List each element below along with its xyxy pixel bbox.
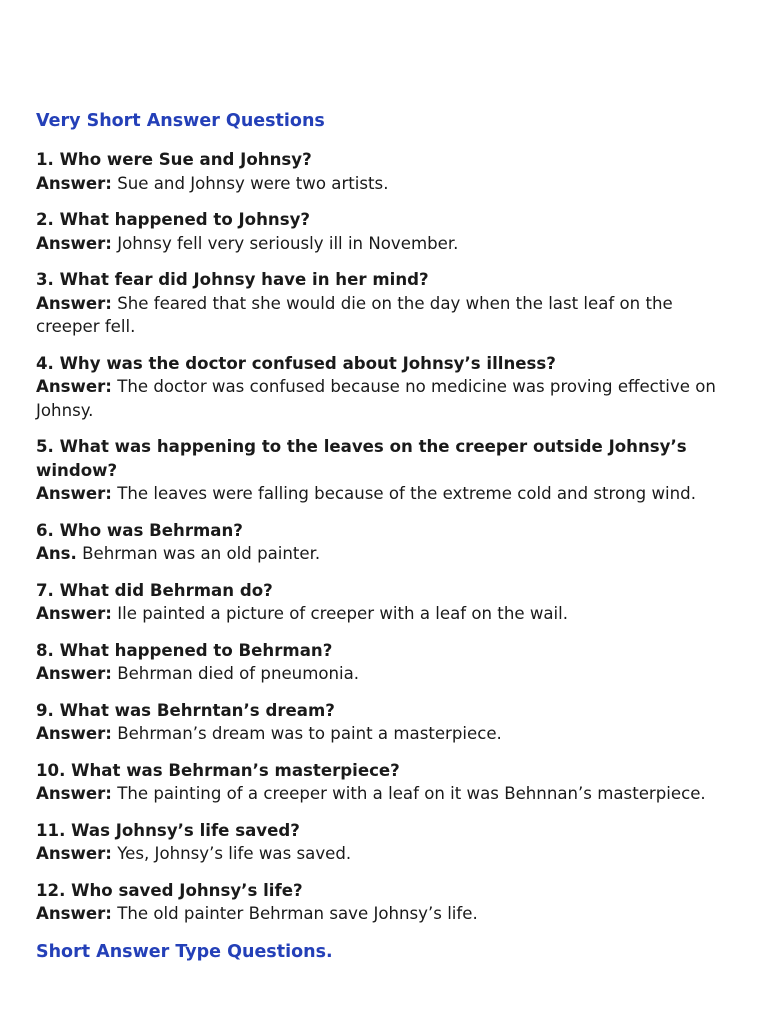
answer-block [36,722,736,746]
answer-label: Answer: [36,844,112,863]
answer-label: Answer: [36,293,112,313]
document-page [36,108,736,979]
answer-text: Yes, Johnsy’s life was saved. [117,844,352,863]
question-text: 5. What was happening to the leaves on the creeper outside Johnsy’s window? [36,437,687,480]
question-text: 7. What did Behrman do? [36,580,273,600]
answer-text: Ile painted a picture of creeper with a leaf on the wail. [117,604,569,623]
answer-label: Answer: [36,784,112,803]
qa-item [36,268,736,339]
answer-text: Behrman died of pneumonia. [117,664,360,683]
qa-item [36,699,736,746]
question-text: 12. Who saved Johnsy’s life? [36,880,303,900]
short-answer-heading: Short Answer Type Questions. [36,941,333,962]
qa-item [36,208,736,255]
answer-block [36,602,736,626]
answer-text: The doctor was confused because no medicine was proving effective on Johnsy. [36,377,716,420]
answer-text: The old painter Behrman save Johnsy’s life. [117,904,478,923]
answer-label: Answer: [36,173,112,193]
question-text: 6. Who was Behrman? [36,520,243,540]
answer-text: She feared that she would die on the day when the last leaf on the creeper fell. [36,293,673,336]
question-text: 10. What was Behrman’s masterpiece? [36,760,400,780]
answer-text: Johnsy fell very seriously ill in November. [117,233,459,253]
question-text: 11. Was Johnsy’s life saved? [36,820,300,840]
answer-label: Answer: [36,664,112,683]
question-text: 9. What was Behrntan’s dream? [36,700,335,720]
answer-label: Answer: [36,724,112,743]
qa-item [36,819,736,866]
answer-text: Behrman’s dream was to paint a masterpiece. [117,724,502,743]
qa-item [36,519,736,566]
answer-block [36,662,736,686]
answer-label: Ans. [36,544,77,563]
question-text: 3. What fear did Johnsy have in her mind? [36,270,429,289]
answer-label: Answer: [36,233,112,253]
qa-item [36,148,736,195]
qa-item [36,879,736,926]
question-text: 2. What happened to Johnsy? [36,210,311,229]
answer-block [36,902,736,926]
answer-block [36,842,736,866]
qa-item [36,639,736,686]
answer-block [36,482,736,506]
question-text: 1. Who were Sue and Johnsy? [36,150,312,169]
answer-block [36,375,736,422]
answer-block [36,292,736,339]
answer-block [36,172,736,196]
answer-label: Answer: [36,904,112,923]
answer-label: Answer: [36,484,112,503]
answer-block [36,542,736,566]
question-text: 4. Why was the doctor confused about Johnsy’s illness? [36,353,556,373]
answer-text: The painting of a creeper with a leaf on it was Behnnan’s masterpiece. [117,784,706,803]
answer-text: The leaves were falling because of the extreme cold and strong wind. [117,484,696,503]
answer-block [36,782,736,806]
answer-label: Answer: [36,377,112,396]
qa-item [36,759,736,806]
answer-text: Behrman was an old painter. [82,544,321,563]
question-text: 8. What happened to Behrman? [36,640,333,660]
answer-text: Sue and Johnsy were two artists. [117,173,389,193]
qa-item [36,579,736,626]
answer-label: Answer: [36,604,112,623]
qa-item [36,352,736,423]
very-short-answer-heading: Very Short Answer Questions [36,111,325,131]
qa-item [36,435,736,506]
answer-block [36,232,736,256]
